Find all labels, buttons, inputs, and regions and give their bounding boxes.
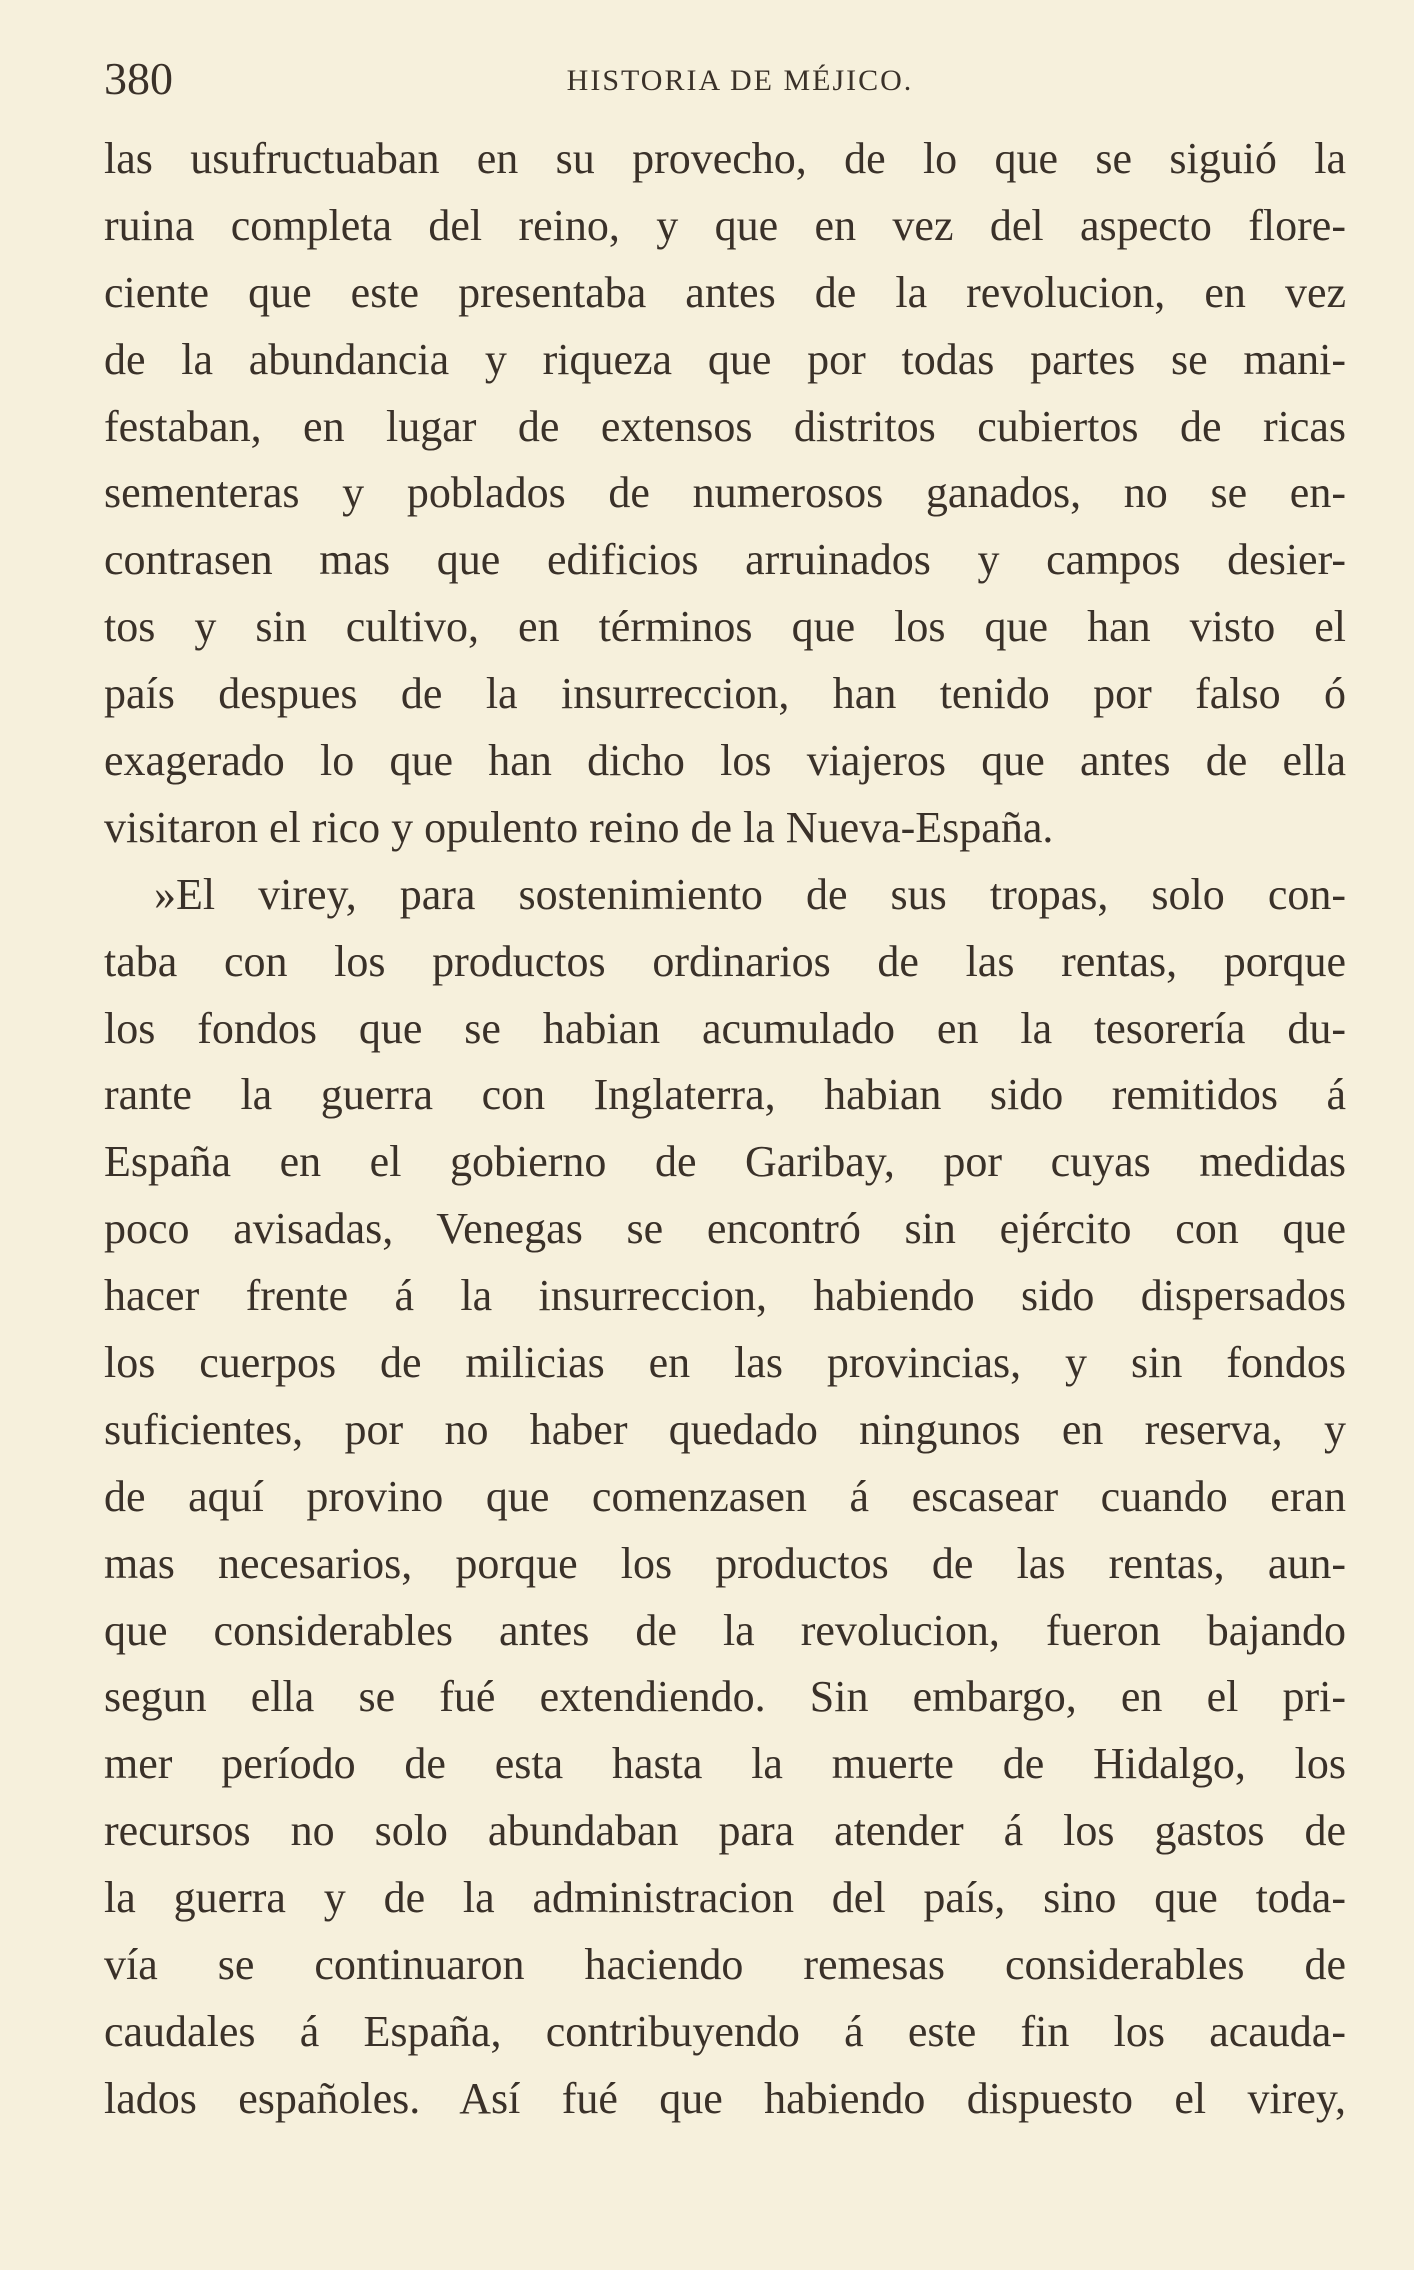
text-line: la guerra y de la administracion del país, sino que toda- [104,1873,1346,1923]
text-line: España en el gobierno de Garibay, por cuyas medidas [104,1137,1346,1187]
text-line: »El virey, para sostenimiento de sus tropas, solo con- [154,869,1346,919]
text-line: que considerables antes de la revolucion, fueron bajando [104,1605,1346,1655]
text-line: país despues de la insurreccion, han tenido por falso ó [104,669,1346,719]
page-body-text [104,126,1346,2133]
text-line: de la abundancia y riqueza que por todas partes se mani- [104,334,1346,384]
text-line: poco avisadas, Venegas se encontró sin ejército con que [104,1204,1346,1254]
text-line: ruina completa del reino, y que en vez del aspecto flore- [104,200,1346,250]
text-line: tos y sin cultivo, en términos que los que han visto el [104,602,1346,652]
text-line: suficientes, por no haber quedado ningunos en reserva, y [104,1404,1346,1454]
page-header [104,52,1346,112]
page-number: 380 [104,53,173,104]
text-line: los fondos que se habian acumulado en la tesorería du- [104,1003,1346,1053]
text-line: ciente que este presentaba antes de la revolucion, en vez [104,267,1346,317]
text-line: rante la guerra con Inglaterra, habian sido remitidos á [104,1070,1346,1120]
text-line: hacer frente á la insurreccion, habiendo sido dispersados [104,1271,1346,1321]
text-line: taba con los productos ordinarios de las rentas, porque [104,936,1346,986]
text-line: recursos no solo abundaban para atender á los gastos de [104,1806,1346,1856]
text-line: sementeras y poblados de numerosos ganados, no se en- [104,468,1346,518]
text-line: mer período de esta hasta la muerte de Hidalgo, los [104,1739,1346,1789]
text-line: visitaron el rico y opulento reino de la Nueva-España. [104,802,1054,852]
text-line: contrasen mas que edificios arruinados y campos desier- [104,535,1346,585]
text-line: mas necesarios, porque los productos de las rentas, aun- [104,1538,1346,1588]
text-line: segun ella se fué extendiendo. Sin embargo, en el pri- [104,1672,1346,1722]
text-line: las usufructuaban en su provecho, de lo que se siguió la [104,134,1346,183]
text-line: de aquí provino que comenzasen á escasear cuando eran [104,1471,1346,1521]
text-line: los cuerpos de milicias en las provincias, y sin fondos [104,1338,1346,1388]
text-line: exagerado lo que han dicho los viajeros que antes de ella [104,736,1346,786]
running-title: HISTORIA DE MÉJICO. [566,64,914,97]
text-line: caudales á España, contribuyendo á este fin los acauda- [104,2006,1346,2056]
text-line: festaban, en lugar de extensos distritos cubiertos de ricas [104,401,1346,451]
text-line: vía se continuaron haciendo remesas considerables de [104,1940,1346,1990]
text-line: lados españoles. Así fué que habiendo dispuesto el virey, [104,2073,1346,2123]
